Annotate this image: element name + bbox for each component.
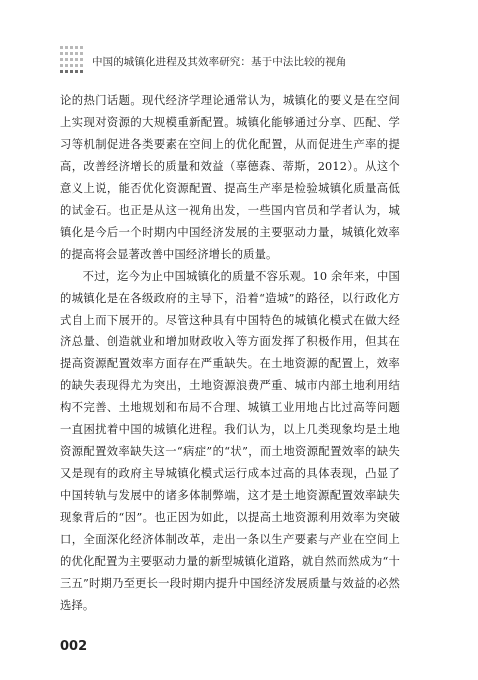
decorative-dot-grid-icon	[60, 46, 84, 76]
body-text	[60, 90, 400, 617]
running-title: 中国的城镇化进程及其效率研究：基于中法比较的视角	[92, 56, 347, 68]
paragraph: 不过，迄今为止中国城镇化的质量不容乐观。10 余年来，中国的城镇化是在各级政府的主导下，沿着“造城”的路径，以行政化方式自上而下展开的。尽管这种具有中国特色的城镇化模式在做大经济总量、创造就业和增加财政收入等方面发挥了积极作用，但其在提高资源配置效率方面存在严重缺失。在土地资源的配置上，效率的缺失表现得尤为突出，土地资源浪费严重、城市内部土地利用结构不完善、土地规划和布局不合理、城镇工业用地占比过高等问题一直困扰着中国的城镇化进程。我们认为，以上几类现象均是土地资源配置效率缺失这一“病症”的“状”，而土地资源配置效率的缺失又是现有的政府主导城镇化模式运行成本过高的具体表现，凸显了中国转轨与发展中的诸多体制弊端，这才是土地资源配置效率缺失现象背后的“因”。也正因为如此，以提高土地资源利用效率为突破口，全面深化经济体制改革，走出一条以生产要素与产业在空间上的优化配置为主要驱动力量的新型城镇化道路，就自然而然成为“十三五”时期乃至更长一段时期内提升中国经济发展质量与效益的必然选择。	[60, 269, 400, 612]
running-header	[60, 46, 400, 76]
paragraph-continued: 论的热门话题。现代经济学理论通常认为，城镇化的要义是在空间上实现对资源的大规模重新配置。城镇化能够通过分享、匹配、学习等机制促进各类要素在空间上的优化配置，从而促进生产率的提高，改善经济增长的质量和效益（辜德森、蒂斯，2012）。从这个意义上说，能否优化资源配置、提高生产率是检验城镇化质量高低的试金石。也正是从这一视角出发，一些国内官员和学者认为，城镇化是今后一个时期内中国经济发展的主要驱动力量，城镇化效率的提高将会显著改善中国经济增长的质量。	[60, 94, 400, 261]
page-number: 002	[60, 639, 88, 654]
